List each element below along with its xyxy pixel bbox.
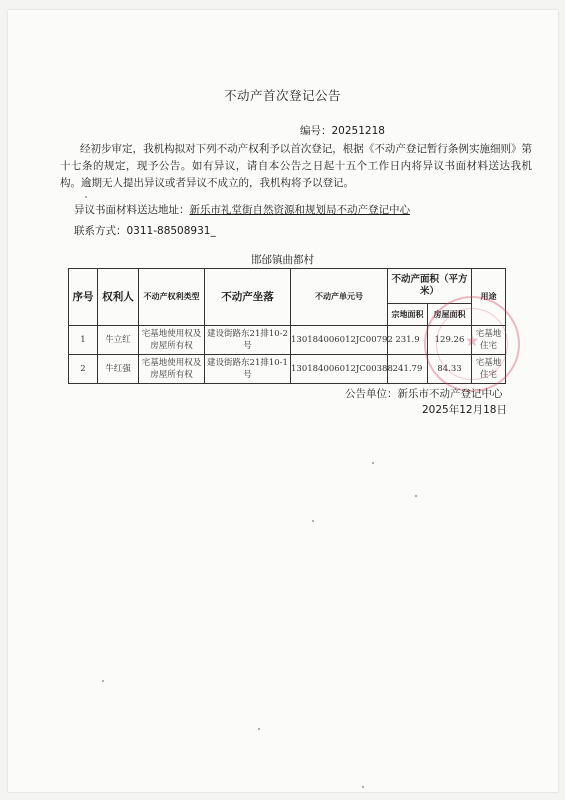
- scan-speck: [415, 495, 417, 497]
- scan-speck: [258, 728, 260, 730]
- cell-location: 建设街路东21排10-1号: [205, 355, 291, 384]
- cell-land-area: 241.79: [388, 355, 428, 384]
- registration-table: [68, 268, 506, 384]
- cell-land-area: 231.9: [388, 326, 428, 355]
- cell-unit-no: 130184006012JC00388: [291, 355, 388, 384]
- cell-usage: 宅基地住宅: [472, 326, 506, 355]
- scan-speck: [102, 680, 104, 682]
- document-page: [8, 10, 558, 792]
- cell-unit-no: 130184006012JC00792: [291, 326, 388, 355]
- seal-star-icon: ★: [464, 331, 480, 350]
- objection-address: [74, 202, 410, 217]
- cell-owner: 牛红强: [98, 355, 139, 384]
- cell-no: 1: [69, 326, 98, 355]
- header-unit-no: 不动产单元号: [291, 269, 388, 326]
- village-heading: 邯邰镇曲都村: [251, 254, 314, 266]
- table-row: [69, 326, 506, 355]
- cell-owner: 牛立红: [98, 326, 139, 355]
- header-land-area: 宗地面积: [388, 304, 428, 326]
- scan-speck: [312, 520, 314, 522]
- notice-body: 经初步审定，我机构拟对下列不动产权利予以首次登记，根据《不动产登记暂行条例实施细则》第十七条的规定，现予公告。如有异议，请自本公告之日起十五个工作日内将异议书面材料送达我机构。逾期无人提出异议或者异议不成立的，我机构将予以登记。: [60, 143, 532, 189]
- header-location: 不动产坐落: [205, 269, 291, 326]
- cell-right-type: 宅基地使用权及房屋所有权: [139, 355, 205, 384]
- document-title: 不动产首次登记公告: [223, 88, 341, 103]
- document-number: 编号：20251218: [300, 125, 385, 137]
- header-no: 序号: [69, 269, 98, 326]
- issuing-unit: 公告单位：新乐市不动产登记中心: [345, 388, 503, 400]
- issue-date: 2025年12月18日: [422, 404, 507, 416]
- header-right-type: 不动产权利类型: [139, 269, 205, 326]
- header-house-area: 房屋面积: [428, 304, 472, 326]
- table-row: [69, 355, 506, 384]
- contact-info: 联系方式：0311-88508931_: [74, 225, 216, 237]
- cell-no: 2: [69, 355, 98, 384]
- cell-right-type: 宅基地使用权及房屋所有权: [139, 326, 205, 355]
- address-value: 新乐市礼堂街自然资源和规划局不动产登记中心: [189, 204, 410, 216]
- scan-speck: [85, 196, 87, 198]
- header-area-group: 不动产面积（平方米）: [388, 269, 472, 304]
- scan-speck: [362, 786, 364, 788]
- cell-location: 建设街路东21排10-2号: [205, 326, 291, 355]
- address-label: 异议书面材料送达地址：: [74, 204, 190, 216]
- header-usage: 用途: [472, 269, 506, 326]
- cell-house-area: 129.26: [428, 326, 472, 355]
- cell-usage: 宅基地住宅: [472, 355, 506, 384]
- cell-house-area: 84.33: [428, 355, 472, 384]
- scan-speck: [372, 462, 374, 464]
- header-owner: 权利人: [98, 269, 139, 326]
